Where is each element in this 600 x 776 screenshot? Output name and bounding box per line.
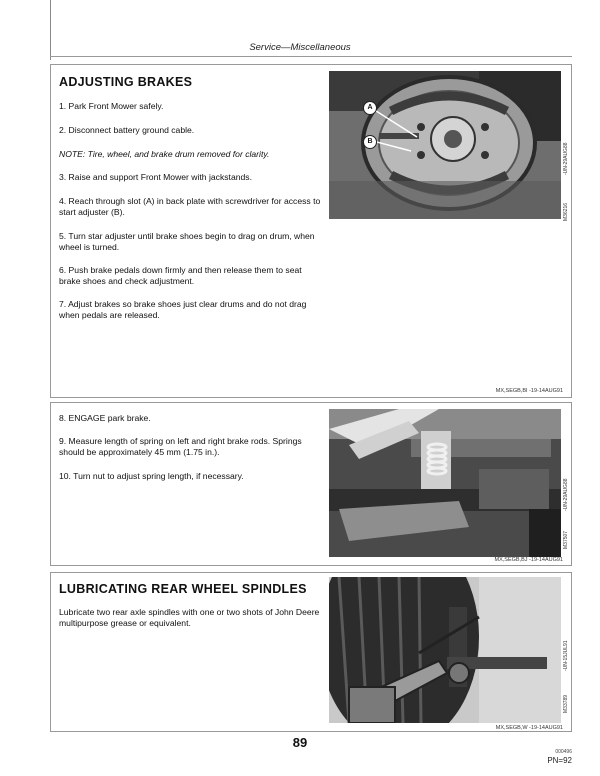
- page-header-title: Service—Miscellaneous: [249, 42, 351, 53]
- photo-date: -UN-29AUG88: [563, 142, 569, 175]
- step-8: 8. ENGAGE park brake.: [59, 413, 151, 423]
- photo-id: M36216: [563, 202, 569, 221]
- lubricating-spindles-panel: [50, 572, 572, 732]
- section-heading: ADJUSTING BRAKES: [59, 75, 193, 89]
- adjusting-brakes-panel: [50, 64, 572, 398]
- photo-id: M37507: [563, 530, 569, 549]
- photo-date: -UN-29AUG88: [563, 478, 569, 511]
- step-2: 2. Disconnect battery ground cable.: [59, 125, 195, 135]
- step-3: 3. Raise and support Front Mower with jackstands.: [59, 172, 252, 182]
- footer-code: MX,SEGB,BJ -19-14AUG91: [494, 557, 563, 563]
- step-4: 4. Reach through slot (A) in back plate with screwdriver for access to start adjuster (B).: [59, 196, 321, 217]
- step-7: 7. Adjust brakes so brake shoes just clear drums and do not drag when pedals are released.: [59, 299, 307, 320]
- step-5: 5. Turn star adjuster until brake shoes begin to drag on drum, when wheel is turned.: [59, 231, 315, 252]
- step-1: 1. Park Front Mower safely.: [59, 101, 164, 111]
- brake-drum-photo: [329, 71, 561, 219]
- page-number: 89: [292, 735, 308, 750]
- footer-code: MX,SEGB,W -19-14AUG91: [495, 725, 563, 731]
- note: NOTE: Tire, wheel, and brake drum removed for clarity.: [59, 149, 270, 159]
- brake-spring-photo: [329, 409, 561, 557]
- step-6: 6. Push brake pedals down firmly and then release them to seat brake shoes and check adjustment.: [59, 265, 302, 286]
- lubrication-instructions: Lubricate two rear axle spindles with one or two shots of John Deere multipurpose grease or equivalent.: [59, 607, 320, 628]
- header-rule: [50, 56, 572, 57]
- spindle-photo: [329, 577, 561, 723]
- small-code: 000496: [555, 749, 572, 755]
- pn-code: PN=92: [547, 756, 572, 765]
- step-10: 10. Turn nut to adjust spring length, if necessary.: [59, 471, 244, 481]
- footer-code: MX,SEGB,BI -19-14AUG91: [495, 388, 563, 394]
- section-heading: LUBRICATING REAR WHEEL SPINDLES: [59, 582, 307, 596]
- photo-id: M33789: [563, 694, 569, 713]
- callout-b: B: [363, 135, 377, 149]
- step-9: 9. Measure length of spring on left and right brake rods. Springs should be approximately 45 mm (1.75 in.).: [59, 436, 302, 457]
- callout-a: A: [363, 101, 377, 115]
- photo-date: -UN-15JUL91: [563, 640, 569, 671]
- brake-spring-panel: [50, 402, 572, 566]
